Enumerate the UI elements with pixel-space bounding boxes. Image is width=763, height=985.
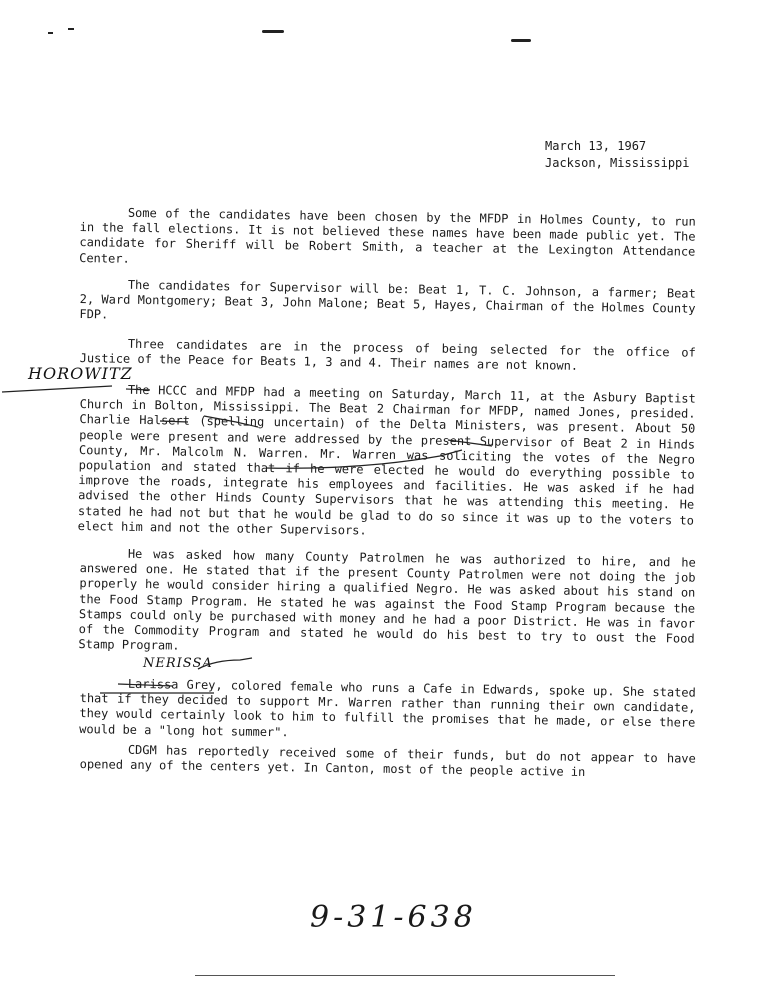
paragraph-text: The candidates for Supervisor will be: Beat 1, T. C. Johnson, a farmer; Beat 2, Ward Montgomery; Beat 3, John Malone; Beat 5, Hayes, Chairman of the Holmes County FDP.: [79, 277, 696, 322]
letter-date: March 13, 1967: [545, 139, 647, 153]
paragraph-text: Larissa Grey, colored female who runs a Cafe in Edwards, spoke up. She stated that if they decided to support Mr. Warren rather than running their own candidate, they would certainly look to him to fulfill the promises that he made, or else there would be a "long hot summer".: [79, 676, 696, 739]
paragraph-text: He was asked how many County Patrolmen he was authorized to hire, and he answered one. He stated that if the present County Patrolmen were not doing the job properly he would consider hiring a qualified Negro. He was asked about his stand on the Food Stamp Program. He stated he was against the Food Stamp Program because the Stamps could only be purchased with money and he had a poor District. He was in favor of the Commodity Program and stated he would do his best to try to oust the Food Stamp Program.: [78, 546, 696, 653]
document-number: 9-31-638: [310, 900, 477, 935]
letter-place: Jackson, Mississippi: [545, 156, 690, 170]
over-name-annotation: NERISSA: [143, 656, 213, 671]
paragraph-text: The HCCC and MFDP had a meeting on Saturday, March 11, at the Asbury Baptist Church in Bolton, Mississippi. The Beat 2 Chairman for MFDP, named Jones, presided. Charlie Halsert (spelling uncertain) of the Delta Ministers, was present. About 50 people were present and were addressed by the present Supervisor of Beat 2 in Hinds County, Mr. Malcolm N. Warren. Mr. Warren was soliciting the votes of the Negro population and stated that if he were elected he would do everything possible to improve the roads, integrate his employees and facilities. He was asked if he had advised the other Hinds County Supervisors that he was attending this meeting. He stated he had not but that he would be glad to do so since it was up to the voters to elect him and not the other Supervisors.: [77, 382, 696, 538]
paragraph-text: Some of the candidates have been chosen by the MFDP in Holmes County, to run in the fall elections. It is not believed these names have been made public yet. The candidate for Sheriff will be Robert Smith, a teacher at the Lexington Attendance Center.: [79, 205, 696, 266]
bottom-rule: [195, 975, 615, 976]
margin-name-annotation: HOROWITZ: [28, 364, 133, 383]
paragraph-text: Three candidates are in the process of being selected for the office of Justice of the Peace for Beats 1, 3 and 4. Their names are not known.: [79, 336, 696, 374]
paragraph-text: CDGM has reportedly received some of their funds, but do not appear to have opened any of the centers yet. In Canton, most of the people active in: [79, 742, 696, 780]
